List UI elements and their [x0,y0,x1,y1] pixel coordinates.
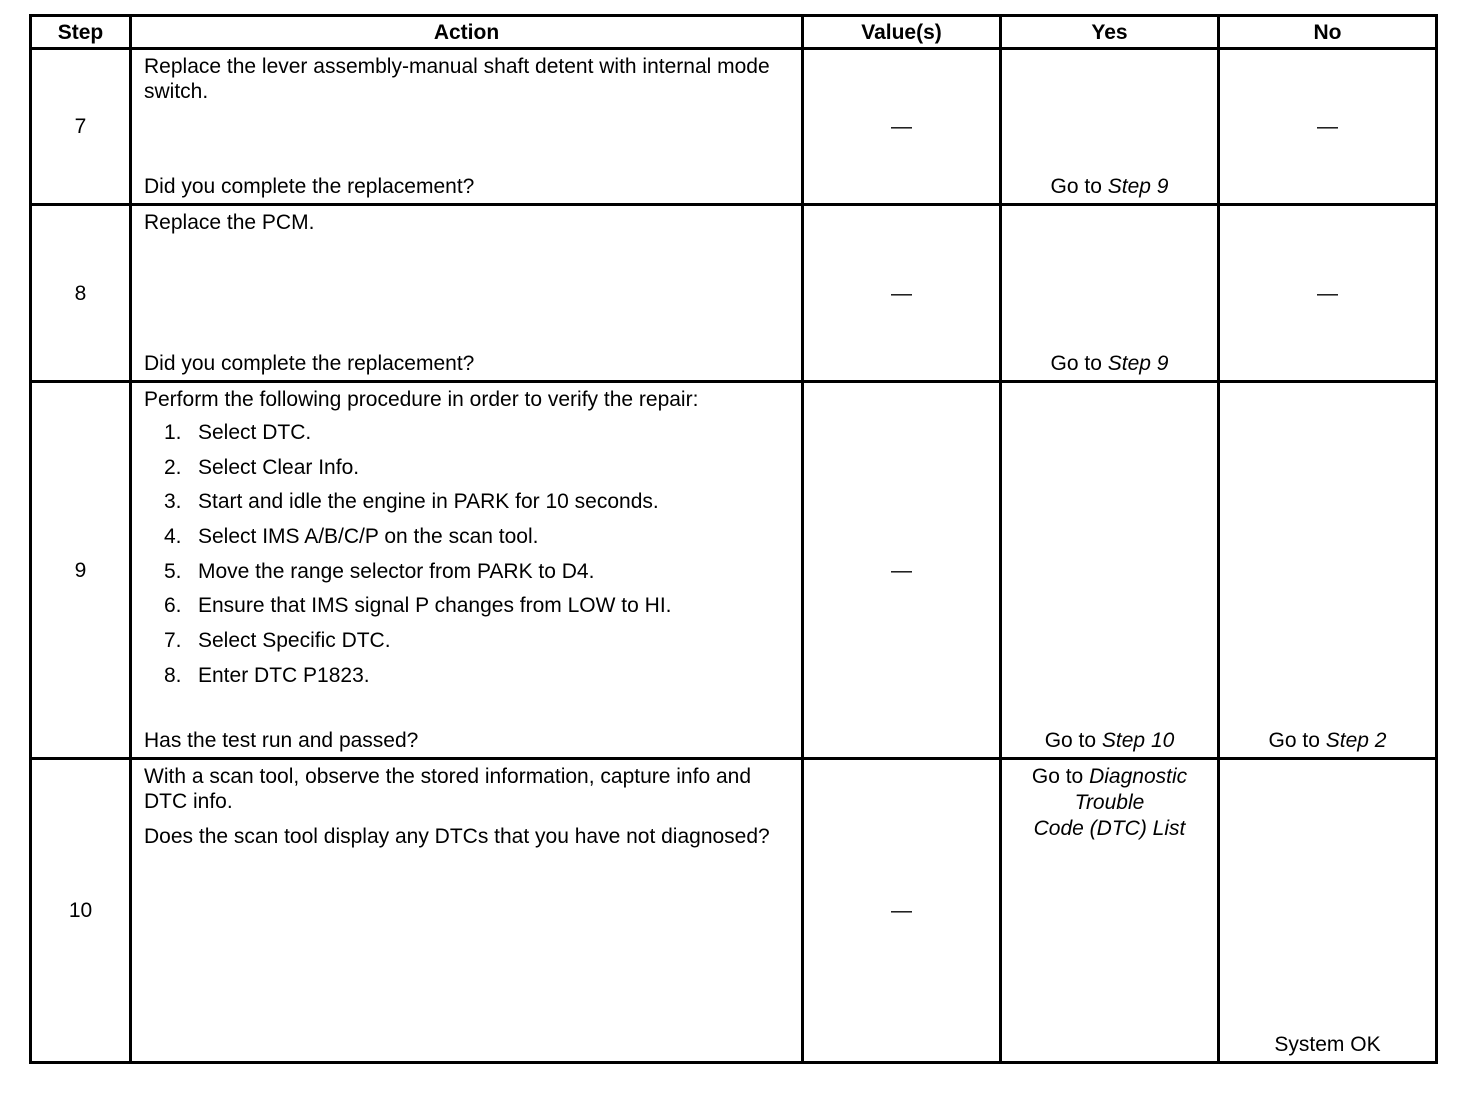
yes-cell [1001,759,1219,1063]
procedure-step: 7. Select Specific DTC. [164,629,391,653]
value-dash: — [891,281,912,305]
table-row-step-9 [31,382,1437,759]
value-cell [803,205,1001,382]
yes-outcome[interactable] [1002,728,1217,753]
yes-prefix: Go to [1044,729,1097,752]
action-instruction: Replace the lever assembly-manual shaft detent with internal mode switch. [144,55,770,103]
yes-prefix: Go to [1050,352,1102,375]
header-yes: Yes [1001,16,1219,49]
yes-prefix: Go to [1031,765,1084,788]
action-instruction: With a scan tool, observe the stored information, capture info and DTC info. [144,765,752,813]
no-outcome[interactable] [1220,728,1435,753]
yes-cell [1001,49,1219,205]
no-cell [1219,49,1437,205]
no-prefix: Go to [1268,729,1320,752]
header-row [31,16,1437,49]
no-outcome: — [1317,281,1338,305]
action-question: Did you complete the replacement? [144,175,475,198]
action-question: Did you complete the replacement? [144,352,475,375]
step-number: 8 [31,205,131,382]
procedure-step: 2. Select Clear Info. [164,455,360,479]
table-row-step-8 [31,205,1437,382]
action-cell [131,759,803,1063]
yes-cell [1001,382,1219,759]
value-cell [803,49,1001,205]
no-step-link[interactable]: Step 2 [1325,729,1387,752]
header-step: Step [31,16,131,49]
action-cell [131,49,803,205]
no-outcome: — [1317,115,1338,138]
procedure-step: 4. Select IMS A/B/C/P on the scan tool. [164,525,539,549]
no-cell [1219,759,1437,1063]
procedure-step: 1. Select DTC. [164,421,312,444]
yes-outcome[interactable] [1002,351,1217,376]
yes-step-link[interactable]: Step 9 [1107,352,1169,375]
procedure-step: 3. Start and idle the engine in PARK for 10 seconds. [164,490,659,514]
step-number: 7 [31,49,131,205]
action-instruction: Replace the PCM. [144,211,315,234]
action-instruction: Perform the following procedure in order to verify the repair: [144,388,699,411]
header-values: Value(s) [803,16,1001,49]
no-cell [1219,382,1437,759]
diagnostic-table [29,14,1438,1064]
procedure-step: 6. Ensure that IMS signal P changes from LOW to HI. [164,594,672,618]
yes-outcome[interactable] [1002,174,1217,199]
action-question: Has the test run and passed? [144,729,419,752]
yes-dtc-list-link[interactable]: Code (DTC) List [1033,817,1186,840]
action-cell [131,382,803,759]
procedure-step: 5. Move the range selector from PARK to D4. [164,559,595,583]
no-cell [1219,205,1437,382]
header-action: Action [131,16,803,49]
yes-cell [1001,205,1219,382]
yes-dtc-list-link[interactable]: Diagnostic [1089,765,1188,788]
step-number: 9 [31,382,131,759]
header-no: No [1219,16,1437,49]
action-cell [131,205,803,382]
yes-step-link[interactable]: Step 9 [1107,175,1169,198]
value-dash: — [891,899,912,922]
value-cell [803,382,1001,759]
procedure-step: 8. Enter DTC P1823. [164,663,370,687]
yes-dtc-list-link[interactable]: Trouble [1074,791,1145,814]
value-cell [803,759,1001,1063]
value-dash: — [891,115,912,138]
table-row-step-7 [31,49,1437,205]
table-row-step-10 [31,759,1437,1063]
procedure-list [144,416,791,694]
value-dash: — [891,558,912,582]
yes-step-link[interactable]: Step 10 [1101,729,1175,752]
action-question: Does the scan tool display any DTCs that you have not diagnosed? [144,825,770,848]
step-number: 10 [31,759,131,1063]
yes-prefix: Go to [1050,175,1102,198]
yes-outcome[interactable] [1002,764,1217,842]
no-outcome: System OK [1274,1033,1381,1056]
